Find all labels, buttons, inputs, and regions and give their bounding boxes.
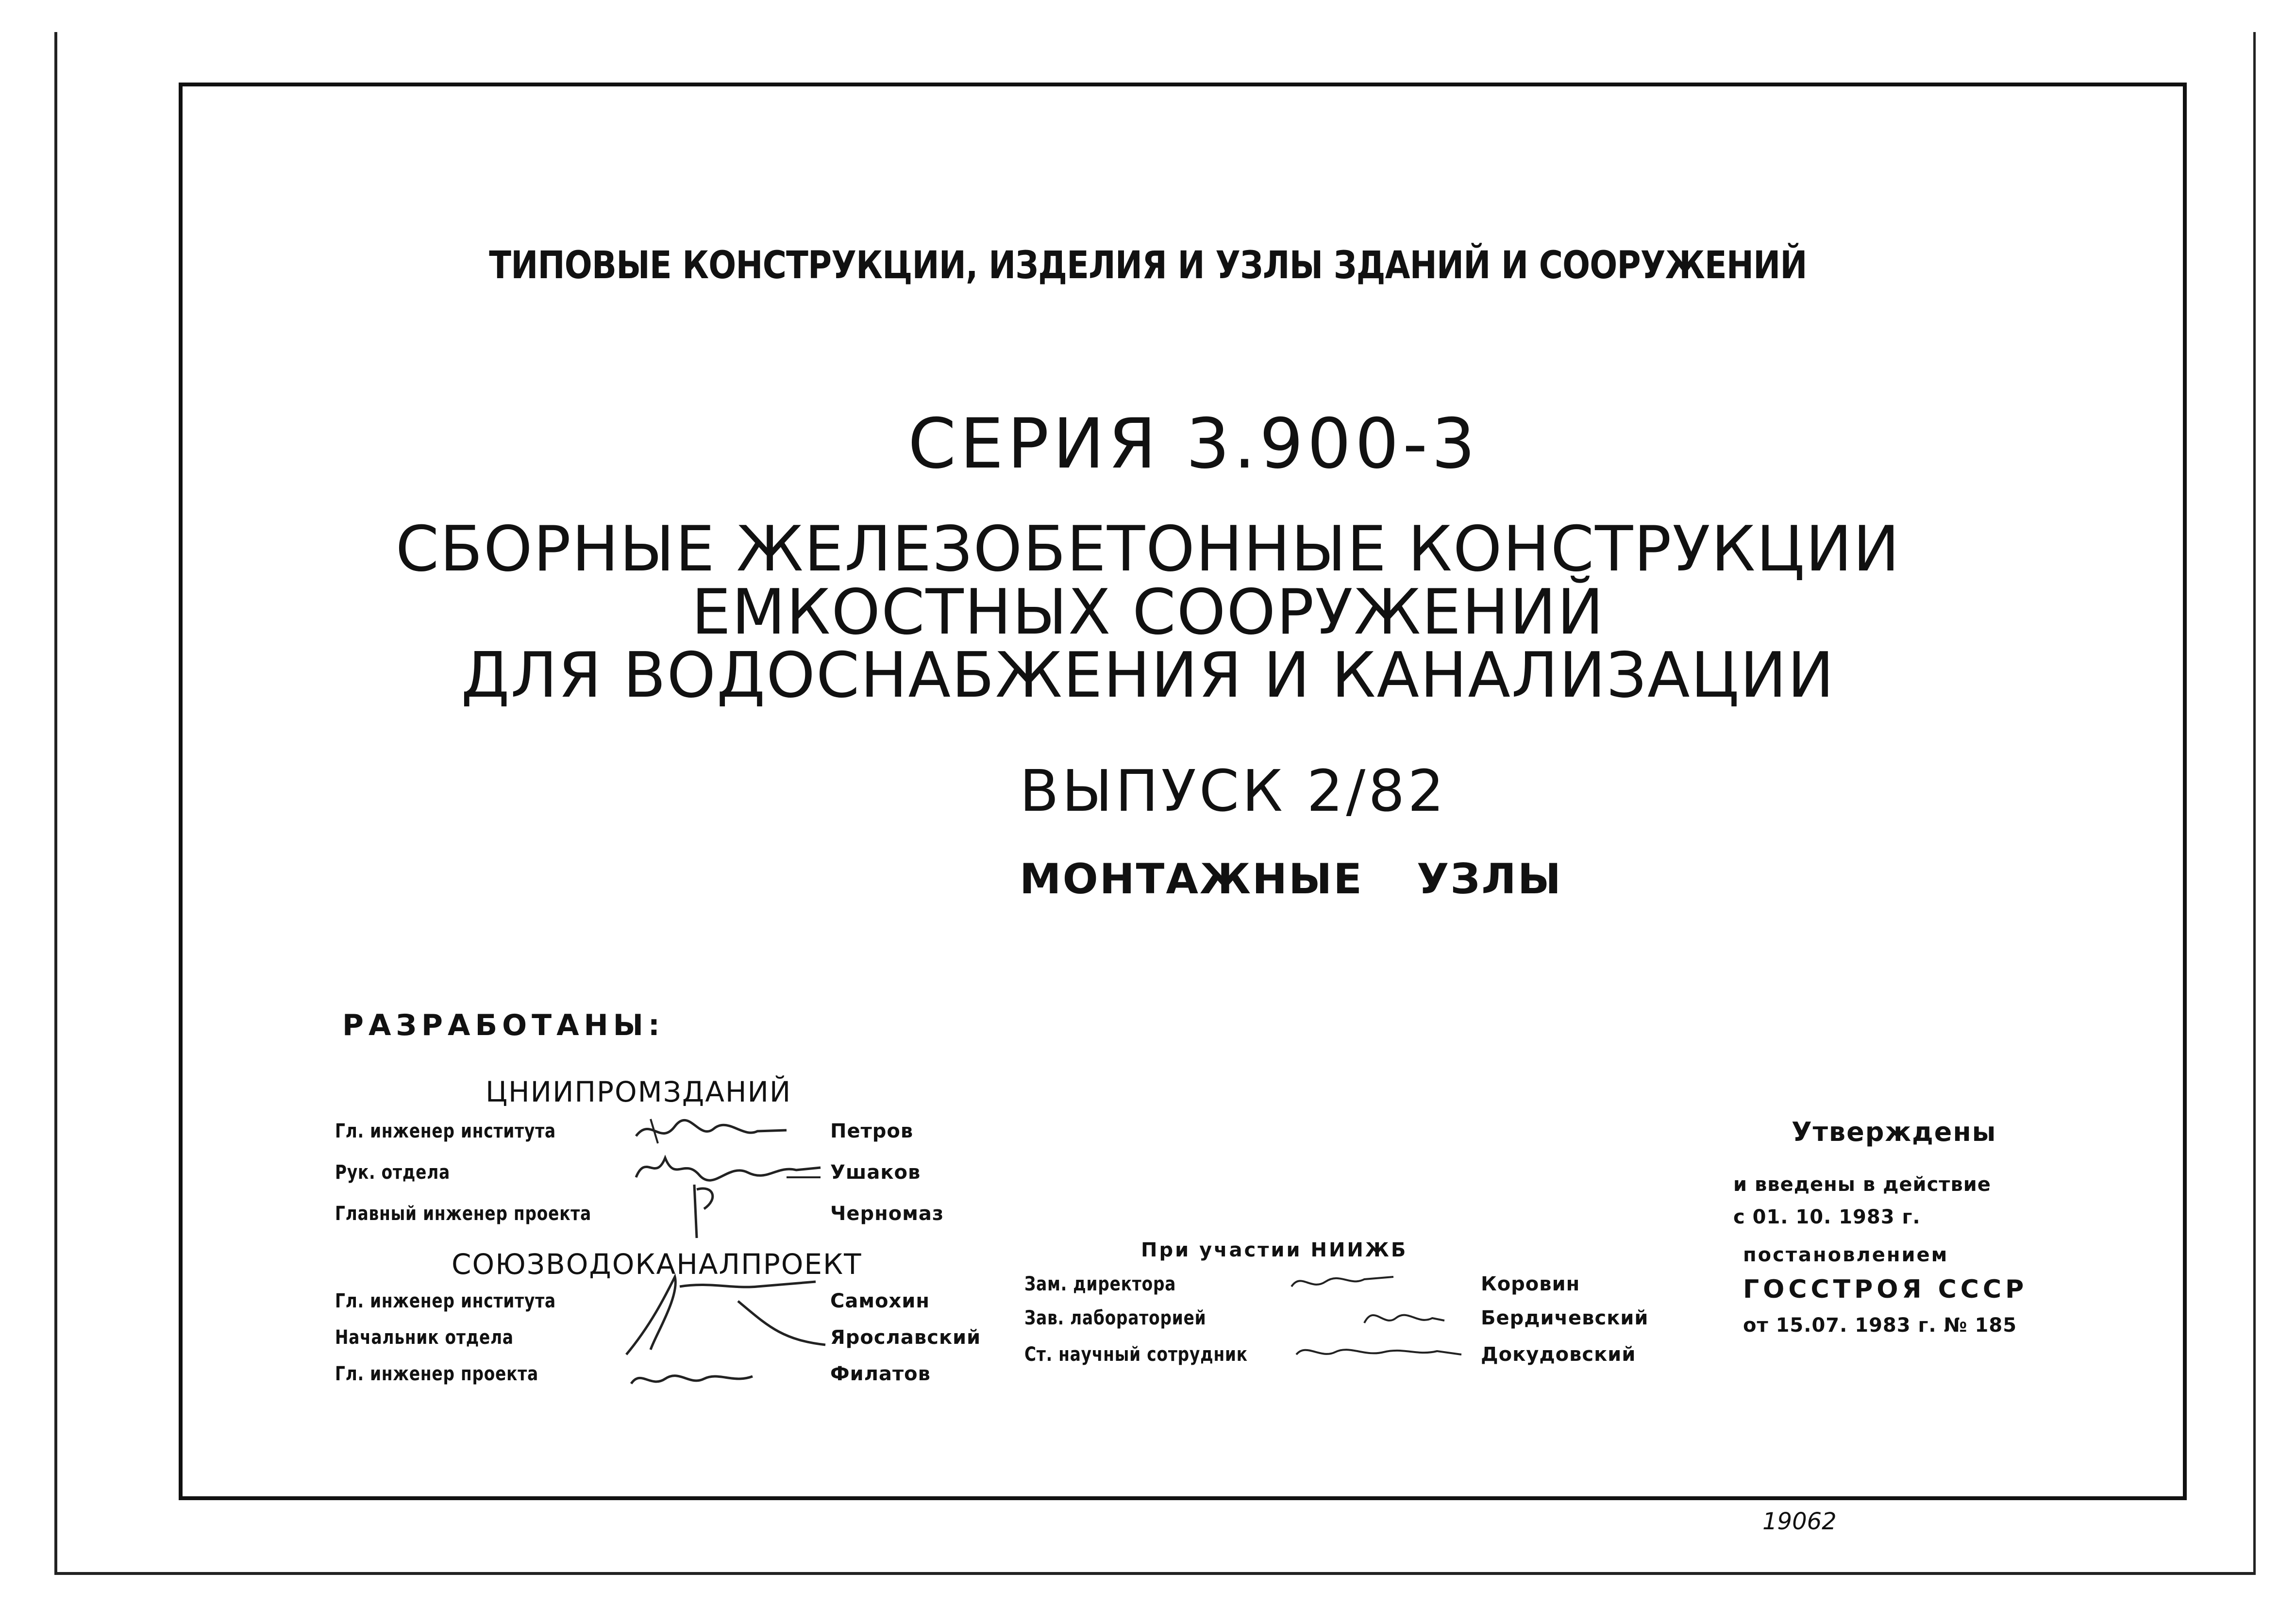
- signature-samokhin: [621, 1267, 830, 1366]
- signature-filatov: [626, 1359, 772, 1400]
- nii-role-2: Зав. лабораторией: [1024, 1307, 1207, 1329]
- org1-role-2: Рук. отдела: [335, 1161, 451, 1184]
- nii-role-1: Зам. директора: [1024, 1273, 1176, 1295]
- approval-line-3: постановлением: [1743, 1244, 1949, 1266]
- org1-role-1: Гл. инженер института: [335, 1120, 556, 1142]
- title-line-2: ЕМКОСТНЫХ СООРУЖЕНИЙ: [691, 576, 1605, 649]
- signature-dokudovsky: [1291, 1338, 1466, 1369]
- series-number: СЕРИЯ 3.900-3: [908, 404, 1479, 484]
- org1-name-1: Петров: [830, 1120, 914, 1142]
- org1-role-3: Главный инженер проекта: [335, 1203, 592, 1225]
- signature-korovin: [1287, 1267, 1398, 1298]
- approval-line-1: и введены в действие: [1733, 1173, 1991, 1196]
- category-heading: ТИПОВЫЕ КОНСТРУКЦИИ, ИЗДЕЛИЯ И УЗЛЫ ЗДАНИЙ И СООРУЖЕНИЙ: [489, 244, 1807, 287]
- org2-role-2: Начальник отдела: [335, 1326, 514, 1349]
- inventory-number: 19062: [1762, 1508, 1837, 1535]
- participation-label: При участии НИИЖБ: [1141, 1239, 1408, 1261]
- org1-name-2: Ушаков: [830, 1161, 921, 1184]
- approval-line-2: с 01. 10. 1983 г.: [1733, 1206, 1921, 1228]
- nii-name-1: Коровин: [1481, 1273, 1580, 1295]
- issue-number: ВЫПУСК 2/82: [1020, 757, 1447, 824]
- title-line-3: ДЛЯ ВОДОСНАБЖЕНИЯ И КАНАЛИЗАЦИИ: [461, 639, 1835, 712]
- org-tsniipromzdaniy: ЦНИИПРОМЗДАНИЙ: [486, 1075, 792, 1108]
- issue-subtitle: [1020, 855, 1562, 903]
- nii-name-3: Докудовский: [1481, 1343, 1636, 1366]
- developed-label: РАЗРАБОТАНЫ:: [342, 1008, 665, 1042]
- signature-chernomaz: [685, 1180, 743, 1245]
- org2-role-3: Гл. инженер проекта: [335, 1363, 539, 1385]
- signature-petrov: [631, 1112, 796, 1153]
- org2-name-1: Самохин: [830, 1290, 930, 1312]
- signature-berdichevsky: [1359, 1301, 1447, 1337]
- org2-role-1: Гл. инженер института: [335, 1290, 556, 1312]
- issue-subtitle-b: УЗЛЫ: [1417, 855, 1562, 903]
- title-line-1: СБОРНЫЕ ЖЕЛЕЗОБЕТОННЫЕ КОНСТРУКЦИИ: [395, 513, 1901, 586]
- approval-line-5: от 15.07. 1983 г. № 185: [1743, 1314, 2017, 1337]
- issue-subtitle-a: МОНТАЖНЫЕ: [1020, 855, 1363, 903]
- org-soyuzvodokanalproekt: СОЮЗВОДОКАНАЛПРОЕКТ: [452, 1248, 862, 1281]
- org2-name-2: Ярославский: [830, 1326, 981, 1349]
- org1-name-3: Черномаз: [830, 1203, 944, 1225]
- org2-name-3: Филатов: [830, 1363, 931, 1385]
- nii-name-2: Бердичевский: [1481, 1307, 1649, 1329]
- nii-role-3: Ст. научный сотрудник: [1024, 1343, 1248, 1366]
- approval-line-4: ГОССТРОЯ СССР: [1743, 1275, 2028, 1304]
- approved-label: Утверждены: [1792, 1117, 1997, 1147]
